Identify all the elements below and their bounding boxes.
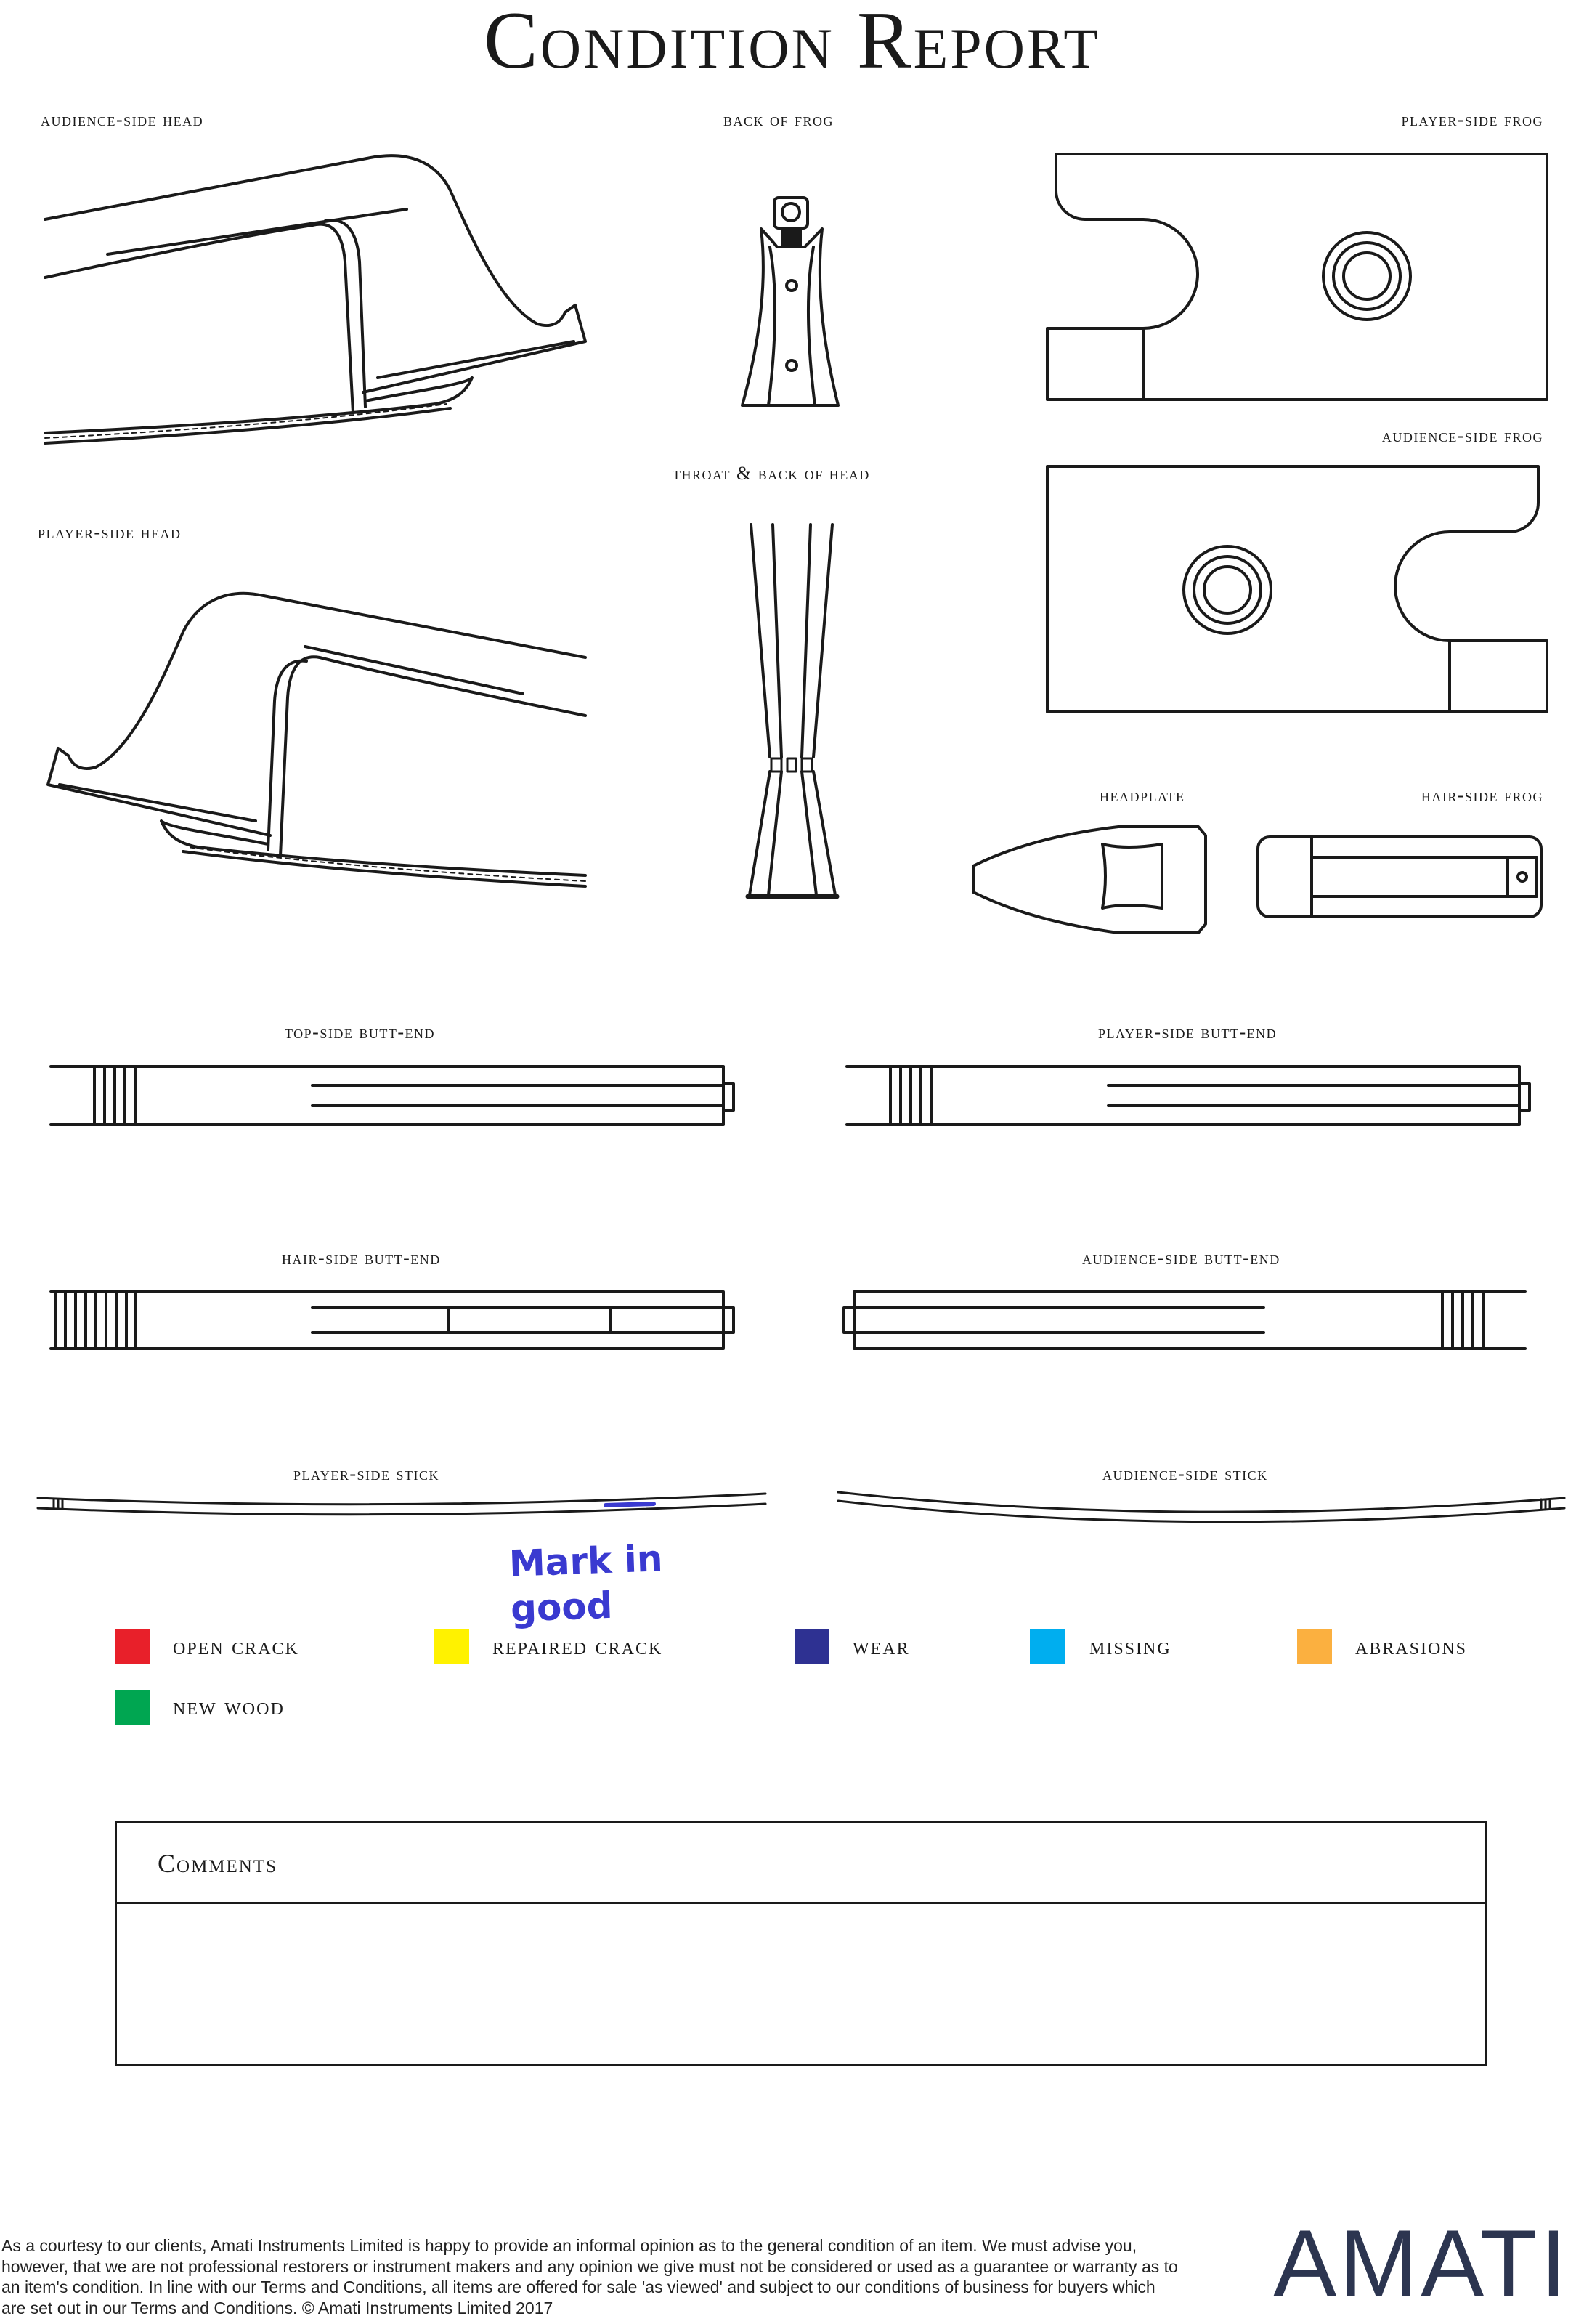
legend-swatch-abrasions [1297, 1629, 1332, 1664]
audience-side-head-drawing [45, 155, 585, 443]
amati-logo: AMATI [1273, 2210, 1569, 2316]
legend-swatch-repaired-crack [434, 1629, 469, 1664]
legend-label-open-crack: open crack [173, 1633, 299, 1660]
label-player-side-butt-end: player-side butt-end [1098, 1021, 1278, 1042]
headplate-drawing [973, 827, 1206, 933]
comments-heading: Comments [117, 1823, 1485, 1904]
label-audience-side-stick: audience-side stick [1102, 1463, 1268, 1484]
page-title: Condition Report [484, 0, 1100, 86]
handwritten-note [508, 1536, 665, 1631]
legend-label-abrasions: abrasions [1355, 1633, 1468, 1660]
label-player-side-frog: player-side frog [1401, 109, 1543, 130]
label-headplate: headplate [1100, 785, 1185, 806]
audience-side-butt-end-drawing [844, 1292, 1525, 1348]
hair-side-frog-drawing [1258, 837, 1541, 917]
label-hair-side-frog: hair-side frog [1421, 785, 1543, 806]
label-player-side-stick: player-side stick [293, 1463, 440, 1484]
audience-side-stick-drawing [838, 1492, 1564, 1522]
player-side-stick-drawing [38, 1494, 765, 1515]
hair-side-butt-end-drawing [51, 1292, 734, 1348]
audience-side-frog-drawing [1047, 466, 1547, 712]
label-audience-side-butt-end: audience-side butt-end [1082, 1247, 1280, 1268]
label-top-side-butt-end: top-side butt-end [285, 1021, 435, 1042]
legend-swatch-open-crack [115, 1629, 150, 1664]
handwritten-note-line-2: good [510, 1584, 614, 1630]
throat-back-of-head-drawing [748, 525, 837, 896]
player-side-frog-drawing [1047, 154, 1547, 400]
label-player-side-head: player-side head [38, 522, 182, 543]
disclaimer-text: As a courtesy to our clients, Amati Instruments Limited is happy to provide an informal opinion as to the general condition of an item. We must advise you, however, that we are not professional restorers or instrument makers and any opinion we give must not be considered or used as a guarantee or warranty as to an item's condition. In line with our Terms and Conditions, all items are offered for sale 'as viewed' and subject to our conditions of business for buyers which are set out in our Terms and Conditions. © Amati Instruments Limited 2017 [1, 2236, 1178, 2317]
top-side-butt-end-drawing [51, 1066, 734, 1125]
player-side-head-drawing [48, 594, 585, 886]
comments-box [115, 1821, 1487, 2066]
label-audience-side-head: audience-side head [41, 109, 204, 130]
handwritten-note-line-1: Mark in [508, 1537, 664, 1585]
legend-label-repaired-crack: repaired crack [492, 1633, 663, 1660]
wear-mark [606, 1504, 654, 1505]
label-back-of-frog: back of frog [723, 109, 834, 130]
player-side-butt-end-drawing [847, 1066, 1530, 1125]
comments-field[interactable] [117, 1904, 1485, 2064]
back-of-frog-drawing [742, 198, 838, 405]
legend-label-wear: wear [853, 1633, 910, 1660]
legend-label-new-wood: new wood [173, 1693, 285, 1720]
legend-label-missing: missing [1089, 1633, 1171, 1660]
legend-swatch-new-wood [115, 1690, 150, 1725]
legend-swatch-missing [1030, 1629, 1065, 1664]
label-throat-back-of-head: throat & back of head [673, 463, 870, 484]
label-audience-side-frog: audience-side frog [1381, 425, 1543, 446]
legend-swatch-wear [795, 1629, 829, 1664]
label-hair-side-butt-end: hair-side butt-end [282, 1247, 441, 1268]
